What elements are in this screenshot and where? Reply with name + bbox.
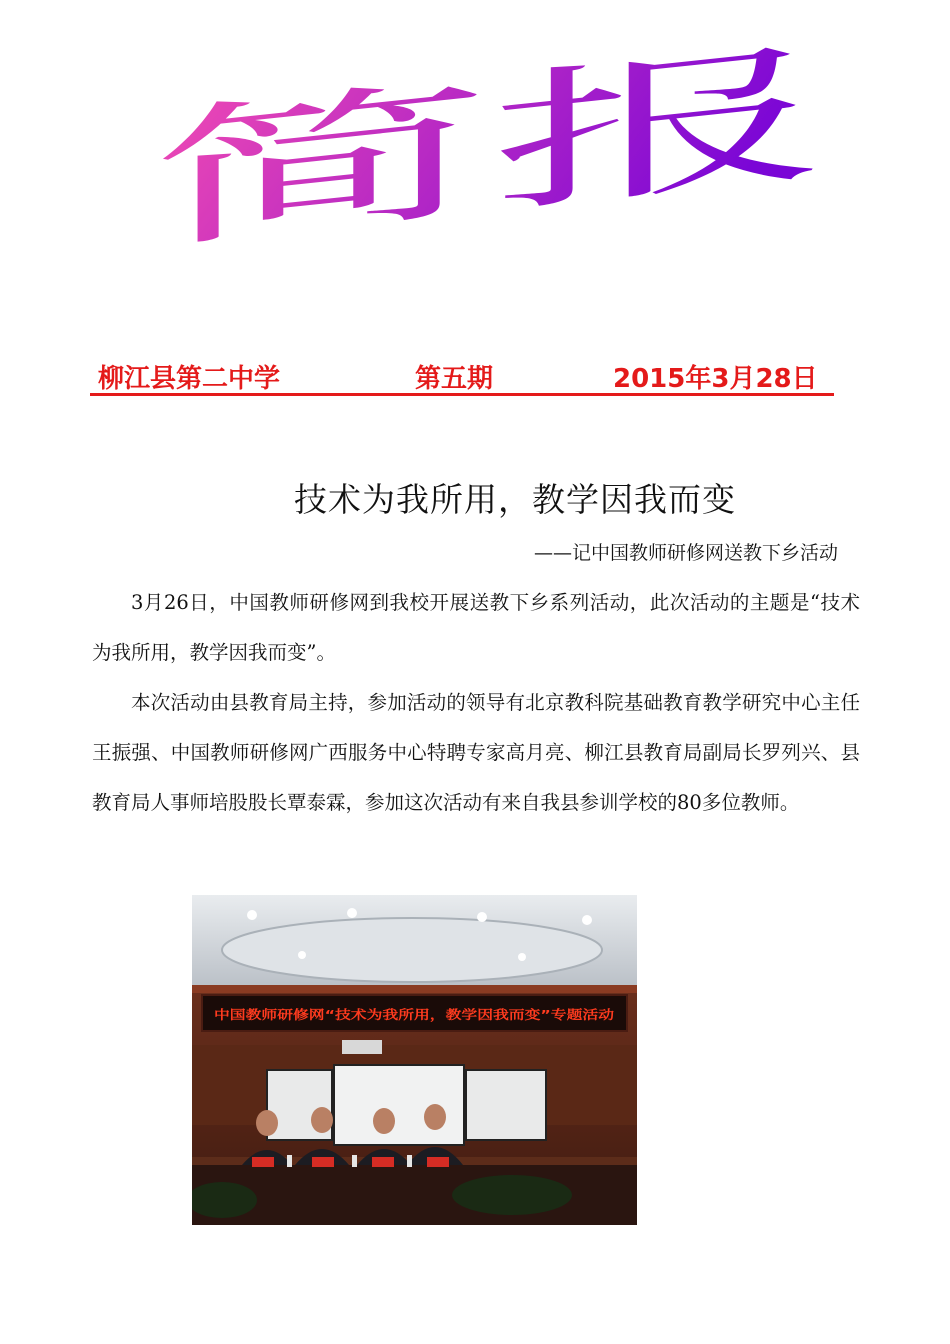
event-photo-illustration [192,895,637,1225]
issue-number: 第五期 [415,364,494,394]
article-subtitle: ——记中国教师研修网送教下乡活动 [533,542,838,564]
masthead [0,0,950,330]
article-title: 技术为我所用，教学因我而变 [294,480,736,520]
article-body [92,578,860,828]
article-paragraph: 3月26日，中国教师研修网到我校开展送教下乡系列活动，此次活动的主题是“技术为我所用，教学因我而变”。 [92,591,860,664]
event-photo [192,895,637,1225]
article-paragraph: 本次活动由县教育局主持，参加活动的领导有北京教科院基础教育教学研究中心主任王振强、中国教师研修网广西服务中心特聘专家高月亮、柳江县教育局副局长罗列兴、县教育局人事师培股股长覃泰霖，参加这次活动有来自我县参训学校的80多位教师。 [92,691,860,814]
issue-school: 柳江县第二中学 [98,364,281,394]
masthead-title-group [150,25,830,271]
masthead-title: 简报 [150,64,451,271]
led-banner-text: 中国教师研修网“技术为我所用，教学因我而变”专题活动 [214,1007,615,1022]
masthead-wordart [0,0,950,330]
issue-line [90,356,834,396]
issue-date: 2015年3月28日 [613,364,818,394]
